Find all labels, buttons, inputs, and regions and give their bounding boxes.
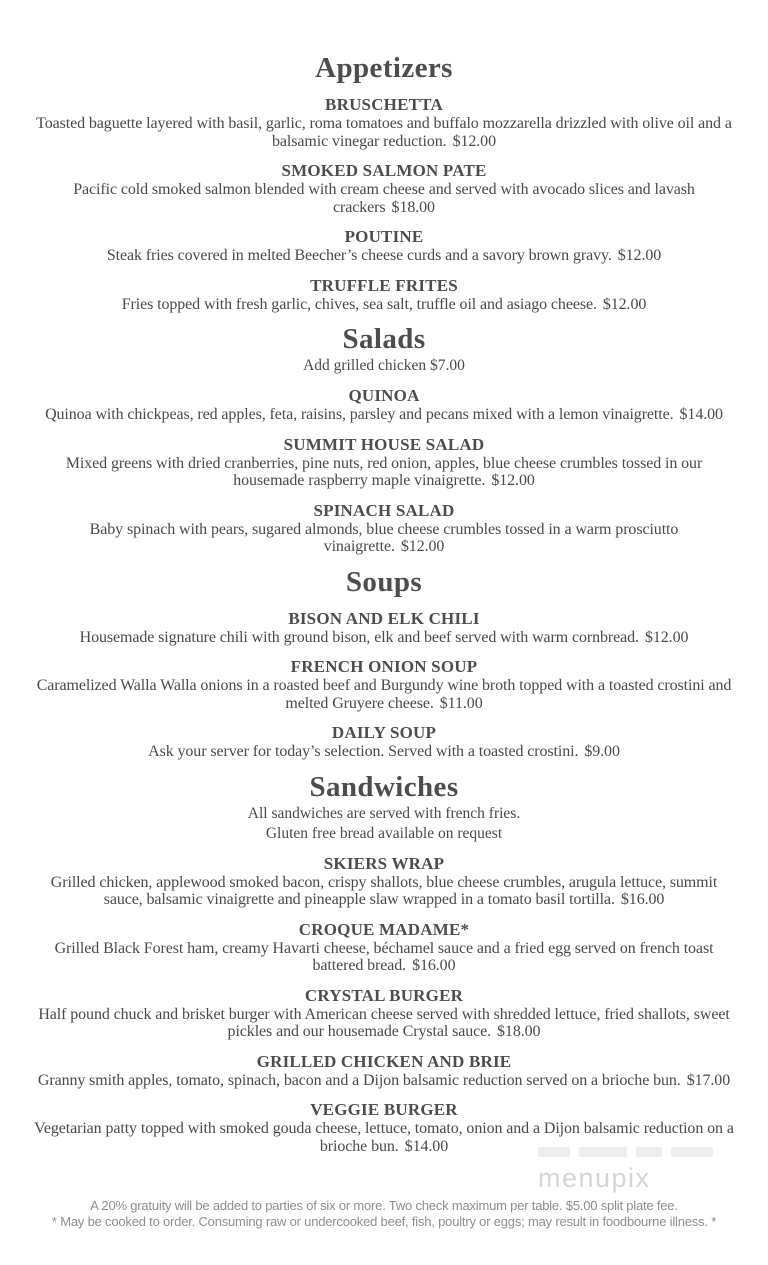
menu-item-french-onion-soup <box>30 658 738 712</box>
item-price: $12.00 <box>602 295 647 313</box>
section-title-sandwiches: Sandwiches <box>309 770 459 803</box>
item-description <box>32 115 737 150</box>
menu-item-croque-madame <box>30 921 738 975</box>
section-note-gluten-free: Gluten free bread available on request <box>265 824 503 842</box>
item-description <box>32 296 737 314</box>
item-price: $12.00 <box>644 628 689 646</box>
item-price: $11.00 <box>439 694 483 712</box>
menu-item-quinoa <box>30 387 738 424</box>
section-title-appetizers: Appetizers <box>315 52 453 84</box>
footer-health-disclaimer: * May be cooked to order. Consuming raw or undercooked beef, fish, poultry or eggs; may result in foodbourne illness. * <box>51 1213 717 1229</box>
section-title-soups: Soups <box>345 565 423 598</box>
section-title-salads: Salads <box>342 323 426 355</box>
item-desc-text: Baby spinach with pears, sugared almonds, blue cheese crumbles tossed in a warm prosciutto vinaigrette. <box>89 520 679 555</box>
item-price: $9.00 <box>584 743 620 760</box>
menu-item-daily-soup <box>30 724 738 761</box>
menu-item-smoked-salmon-pate <box>30 162 738 216</box>
item-desc-text: Caramelized Walla Walla onions in a roasted beef and Burgundy wine broth topped with a toasted crostini and melted Gruyere cheese. <box>36 677 732 712</box>
section-salads <box>30 323 738 556</box>
item-description <box>32 629 737 647</box>
item-desc-text: Grilled Black Forest ham, creamy Havarti cheese, béchamel sauce and a fried egg served on french toast battered bread. <box>54 939 714 974</box>
item-desc-text: Steak fries covered in melted Beecher’s cheese curds and a savory brown gravy. <box>106 247 612 264</box>
item-description <box>32 521 737 556</box>
item-desc-text: Fries topped with fresh garlic, chives, sea salt, truffle oil and asiago cheese. <box>121 295 597 313</box>
item-name: BRUSCHETTA <box>325 95 443 114</box>
item-price: $18.00 <box>497 1023 541 1040</box>
item-price: $17.00 <box>686 1071 731 1089</box>
item-price: $16.00 <box>620 891 665 908</box>
item-description <box>32 677 737 712</box>
item-description <box>32 406 737 424</box>
item-price: $16.00 <box>412 957 456 974</box>
item-price: $12.00 <box>400 538 445 555</box>
item-description <box>32 455 737 490</box>
section-soups <box>30 566 738 761</box>
item-name: FRENCH ONION SOUP <box>290 657 478 676</box>
item-name: CRYSTAL BURGER <box>304 985 464 1005</box>
item-name: BISON AND ELK CHILI <box>288 608 480 628</box>
item-name: DAILY SOUP <box>331 723 437 742</box>
item-desc-text: Quinoa with chickpeas, red apples, feta, raisins, parsley and pecans mixed with a lemon vinaigrette. <box>45 406 674 423</box>
item-name: TRUFFLE FRITES <box>310 275 458 295</box>
item-desc-text: Toasted baguette layered with basil, garlic, roma tomatoes and buffalo mozzarella drizzled with olive oil and a balsamic vinegar reduction. <box>36 115 732 150</box>
menu-item-crystal-burger <box>30 987 738 1041</box>
section-sandwiches <box>30 771 738 1156</box>
item-description <box>32 181 737 216</box>
item-name: CROQUE MADAME* <box>298 919 470 939</box>
item-desc-text: Granny smith apples, tomato, spinach, bacon and a Dijon balsamic reduction served on a brioche bun. <box>37 1071 681 1089</box>
item-price: $14.00 <box>679 406 723 423</box>
item-name: SPINACH SALAD <box>313 500 455 520</box>
item-name: SMOKED SALMON PATE <box>281 161 487 180</box>
footer-gratuity-note: A 20% gratuity will be added to parties of six or more. Two check maximum per table. $5.00 split plate fee. <box>90 1198 678 1213</box>
item-desc-text: Vegetarian patty topped with smoked gouda cheese, lettuce, tomato, onion and a Dijon balsamic reduction on a brioche bun. <box>34 1120 734 1155</box>
menu-item-bison-and-elk-chili <box>30 610 738 647</box>
item-name: VEGGIE BURGER <box>310 1100 458 1119</box>
menupix-watermark: menupix <box>538 1163 651 1193</box>
item-description <box>32 1072 737 1090</box>
item-name: GRILLED CHICKEN AND BRIE <box>256 1051 512 1071</box>
item-desc-text: Mixed greens with dried cranberries, pine nuts, red onion, apples, blue cheese crumbles tossed in our housemade raspberry maple vinaigrette. <box>65 454 703 489</box>
faded-watermark-artifact <box>538 1147 713 1157</box>
item-desc-text: Pacific cold smoked salmon blended with cream cheese and served with avocado slices and lavash crackers <box>73 181 695 216</box>
menu-item-poutine <box>30 228 738 265</box>
item-desc-text: Grilled chicken, applewood smoked bacon, crispy shallots, blue cheese crumbles, arugula lettuce, summit sauce, balsamic vinaigrette and pineapple slaw wrapped in a tomato basil tortilla. <box>50 873 718 908</box>
item-description <box>32 743 737 761</box>
menu-item-truffle-frites <box>30 277 738 314</box>
menu-item-summit-house-salad <box>30 436 738 490</box>
item-description <box>32 247 737 265</box>
menu-item-spinach-salad <box>30 502 738 556</box>
item-description <box>32 874 737 909</box>
menu-item-grilled-chicken-and-brie <box>30 1053 738 1090</box>
item-price: $18.00 <box>391 198 435 216</box>
section-appetizers <box>30 52 738 313</box>
item-price: $12.00 <box>491 472 535 489</box>
item-desc-text: Half pound chuck and brisket burger with American cheese served with shredded lettuce, fried shallots, sweet pickles and our housemade Crystal sauce. <box>38 1005 730 1040</box>
item-desc-text: Housemade signature chili with ground bison, elk and beef served with warm cornbread. <box>79 628 639 646</box>
item-description <box>32 940 737 975</box>
item-price: $14.00 <box>404 1137 449 1155</box>
item-name: QUINOA <box>348 386 420 405</box>
item-name: SKIERS WRAP <box>323 853 445 873</box>
footer <box>0 1198 768 1229</box>
section-note-add-chicken: Add grilled chicken $7.00 <box>303 357 465 374</box>
menu-item-bruschetta <box>30 96 738 150</box>
item-name: SUMMIT HOUSE SALAD <box>283 434 485 454</box>
item-name: POUTINE <box>344 227 424 246</box>
item-description <box>32 1006 737 1041</box>
section-note-french-fries: All sandwiches are served with french fries. <box>247 804 521 822</box>
item-price: $12.00 <box>617 247 662 264</box>
item-price: $12.00 <box>452 132 496 150</box>
item-desc-text: Ask your server for today’s selection. Served with a toasted crostini. <box>148 743 579 760</box>
menu-item-skiers-wrap <box>30 855 738 909</box>
